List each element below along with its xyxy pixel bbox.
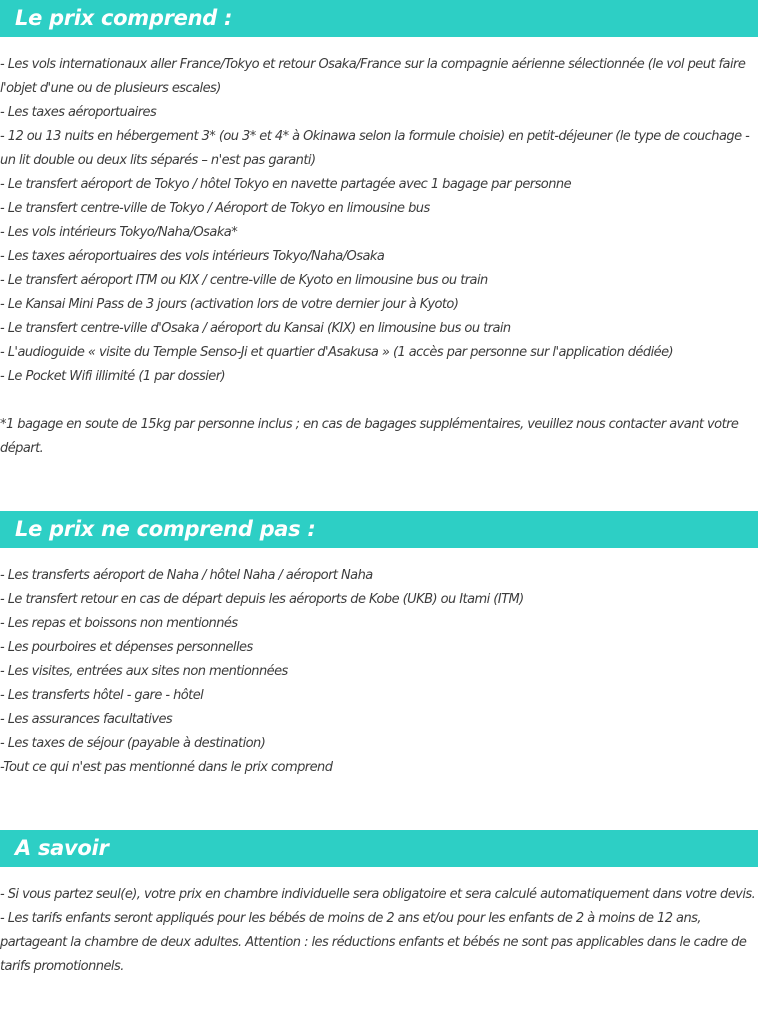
- list-item: - Les vols intérieurs Tokyo/Naha/Osaka*: [0, 225, 238, 240]
- section-body-not-included: [0, 564, 758, 780]
- list-item: - Les pourboires et dépenses personnelles: [0, 640, 253, 655]
- list-item: - Les taxes aéroportuaires des vols intérieurs Tokyo/Naha/Osaka: [0, 249, 385, 264]
- list-item: - Les tarifs enfants seront appliqués pour les bébés de moins de 2 ans et/ou pour les enfants de 2 à moins de 12 ans, partageant la chambre de deux adultes. Attention : les réductions enfants et bébés ne sont pas applicables dans le cadre de tarifs promotionnels.: [0, 911, 747, 974]
- list-item: -Tout ce qui n'est pas mentionné dans le prix comprend: [0, 760, 333, 775]
- list-item: - Les transferts aéroport de Naha / hôtel Naha / aéroport Naha: [0, 568, 373, 583]
- list-item: - Si vous partez seul(e), votre prix en chambre individuelle sera obligatoire et sera calculé automatiquement dans votre devis.: [0, 887, 756, 902]
- list-item: - Le transfert centre-ville de Tokyo / Aéroport de Tokyo en limousine bus: [0, 201, 430, 216]
- section-body-good-to-know: [0, 883, 758, 979]
- list-item: - Les taxes de séjour (payable à destination): [0, 736, 266, 751]
- list-item: - Les visites, entrées aux sites non mentionnées: [0, 664, 288, 679]
- list-item: - Le Pocket Wifi illimité (1 par dossier): [0, 369, 226, 384]
- list-item: - Le Kansai Mini Pass de 3 jours (activation lors de votre dernier jour à Kyoto): [0, 297, 459, 312]
- list-item: - Les vols internationaux aller France/Tokyo et retour Osaka/France sur la compagnie aérienne sélectionnée (le vol peut faire l'objet d'une ou de plusieurs escales): [0, 57, 746, 96]
- list-item: - Les repas et boissons non mentionnés: [0, 616, 238, 631]
- list-item: - Le transfert centre-ville d'Osaka / aéroport du Kansai (KIX) en limousine bus ou train: [0, 321, 511, 336]
- section-header-good-to-know: A savoir: [0, 830, 758, 867]
- list-item: - Le transfert retour en cas de départ depuis les aéroports de Kobe (UKB) ou Itami (ITM): [0, 592, 524, 607]
- section-header-not-included: Le prix ne comprend pas :: [0, 511, 758, 548]
- baggage-note: *1 bagage en soute de 15kg par personne inclus ; en cas de bagages supplémentaires, veuillez nous contacter avant votre départ.: [0, 417, 739, 456]
- section-body-included: [0, 53, 758, 461]
- list-item: - L'audioguide « visite du Temple Senso-Ji et quartier d'Asakusa » (1 accès par personne sur l'application dédiée): [0, 345, 674, 360]
- list-item: - Les taxes aéroportuaires: [0, 105, 157, 120]
- section-header-included: Le prix comprend :: [0, 0, 758, 37]
- list-item: - 12 ou 13 nuits en hébergement 3* (ou 3* et 4* à Okinawa selon la formule choisie) en petit-déjeuner (le type de couchage - un lit double ou deux lits séparés – n'est pas garanti): [0, 129, 750, 168]
- list-item: - Les assurances facultatives: [0, 712, 173, 727]
- spacer: [0, 389, 758, 413]
- list-item: - Le transfert aéroport de Tokyo / hôtel Tokyo en navette partagée avec 1 bagage par personne: [0, 177, 572, 192]
- list-item: - Le transfert aéroport ITM ou KIX / centre-ville de Kyoto en limousine bus ou train: [0, 273, 488, 288]
- list-item: - Les transferts hôtel - gare - hôtel: [0, 688, 204, 703]
